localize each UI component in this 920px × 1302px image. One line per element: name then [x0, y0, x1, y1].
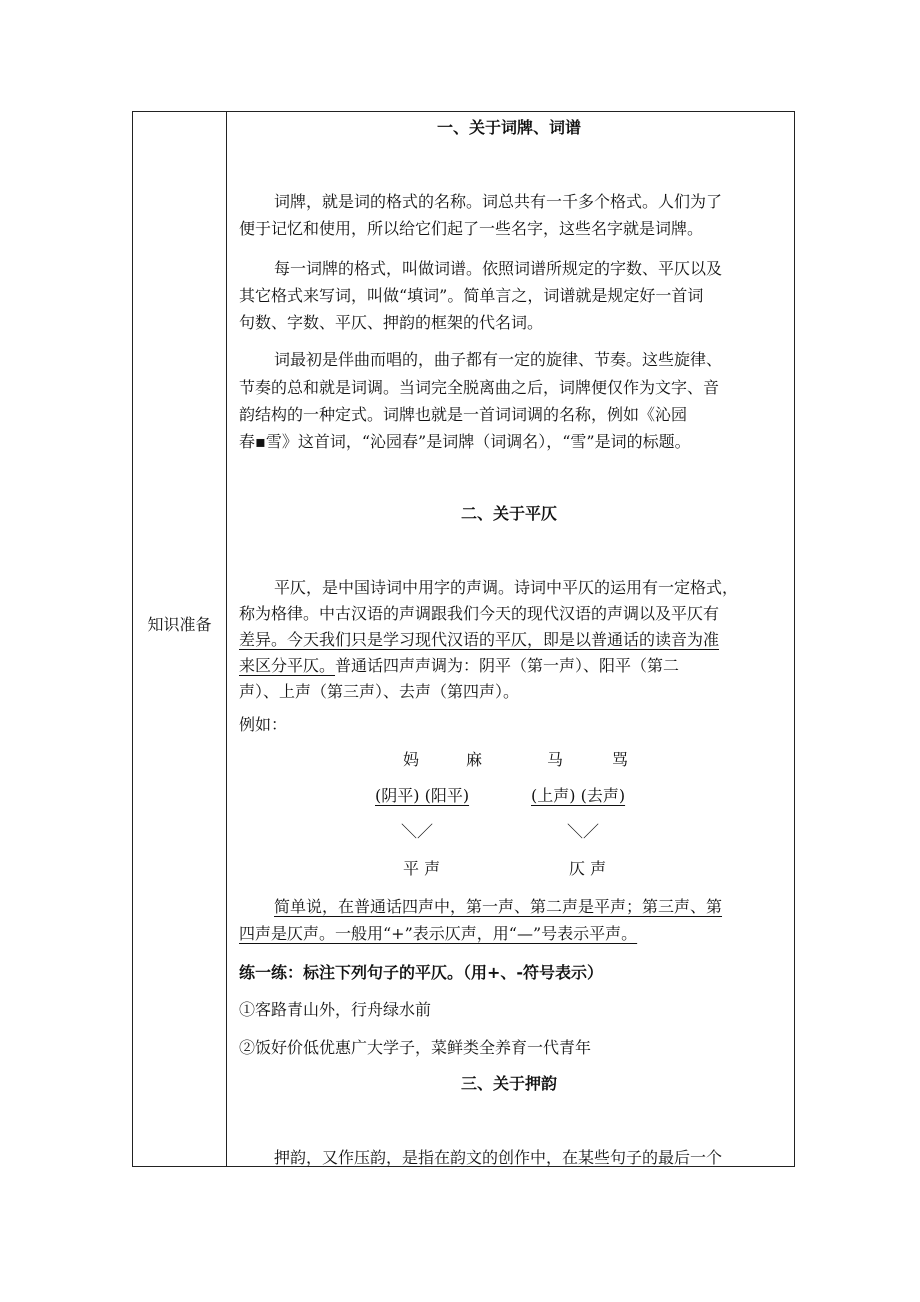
row-label: 知识准备: [147, 615, 212, 634]
lesson-table: [132, 111, 795, 1167]
paragraph-line: 春▪雪》这首词，“沁园春”是词牌（词调名），“雪”是词的标题。: [239, 432, 691, 451]
paragraph-line: 便于记忆和使用，所以给它们起了一些名字，这些名字就是词牌。: [239, 219, 704, 238]
section-title-pingze: 二、关于平仄: [460, 504, 557, 523]
paragraph-line: 每一词牌的格式，叫做词谱。依照词谱所规定的字数、平仄以及: [274, 259, 723, 278]
example-tones-right: (上声) (去声): [531, 786, 626, 805]
underlined-text: 来区分平仄。: [239, 656, 336, 675]
paragraph-line: 声）、上声（第三声）、去声（第四声）。: [239, 682, 520, 701]
paragraph-line: [239, 654, 679, 677]
paragraph-line: 其它格式来写词，叫做“填词”。简单言之，词谱就是规定好一首词: [239, 286, 704, 305]
paragraph-line: 词最初是伴曲而唱的，曲子都有一定的旋律、节奏。这些旋律、: [274, 350, 723, 369]
practice-title: 练一练：标注下列句子的平仄。（用+、-符号表示）: [239, 963, 604, 982]
paragraph-line: 节奏的总和就是词调。当词完全脱离曲之后，词牌便仅作为文字、音: [239, 378, 720, 397]
column-divider: [226, 112, 227, 1166]
practice-item: ②饭好价低优惠广大学子，菜鲜类全养育一代青年: [239, 1038, 592, 1057]
paragraph-line: 句数、字数、平仄、押韵的框架的代名词。: [239, 313, 544, 332]
plain-text: 普通话四声声调为：阴平（第一声）、阳平（第二: [335, 656, 680, 675]
section-title-yayun: 三、关于押韵: [460, 1074, 557, 1093]
paragraph-line-underlined: 差异。今天我们只是学习现代汉语的平仄，即是以普通话的读音为准: [239, 630, 720, 649]
example-char: 妈: [403, 750, 420, 769]
example-label: 例如：: [239, 715, 288, 734]
example-tones-left: (阴平) (阳平): [375, 786, 470, 805]
paragraph-line: 词牌，就是词的格式的名称。词总共有一千多个格式。人们为了: [274, 192, 723, 211]
paragraph-line-underlined: 简单说，在普通话四声中，第一声、第二声是平声；第三声、第: [274, 897, 723, 916]
example-char: 马: [547, 750, 564, 769]
practice-item: ①客路青山外，行舟绿水前: [239, 1000, 432, 1019]
example-ping: 平 声: [403, 859, 441, 878]
section-title-cipai: 一、关于词牌、词谱: [436, 118, 581, 137]
example-ze: 仄 声: [569, 859, 607, 878]
paragraph-line: 平仄，是中国诗词中用字的声调。诗词中平仄的运用有一定格式，: [274, 578, 739, 597]
example-arrows-left: ＼／: [401, 822, 434, 841]
paragraph-line: 称为格律。中古汉语的声调跟我们今天的现代汉语的声调以及平仄有: [239, 604, 720, 623]
example-char: 麻: [466, 750, 483, 769]
example-arrows-right: ＼／: [567, 822, 600, 841]
paragraph-line-underlined: 四声是仄声。一般用“+”表示仄声，用“—”号表示平声。: [239, 924, 638, 943]
example-char: 骂: [612, 750, 629, 769]
paragraph-line: 押韵，又作压韵，是指在韵文的创作中，在某些句子的最后一个: [274, 1148, 723, 1167]
paragraph-line: 韵结构的一种定式。词牌也就是一首词词调的名称，例如《沁园: [239, 405, 688, 424]
